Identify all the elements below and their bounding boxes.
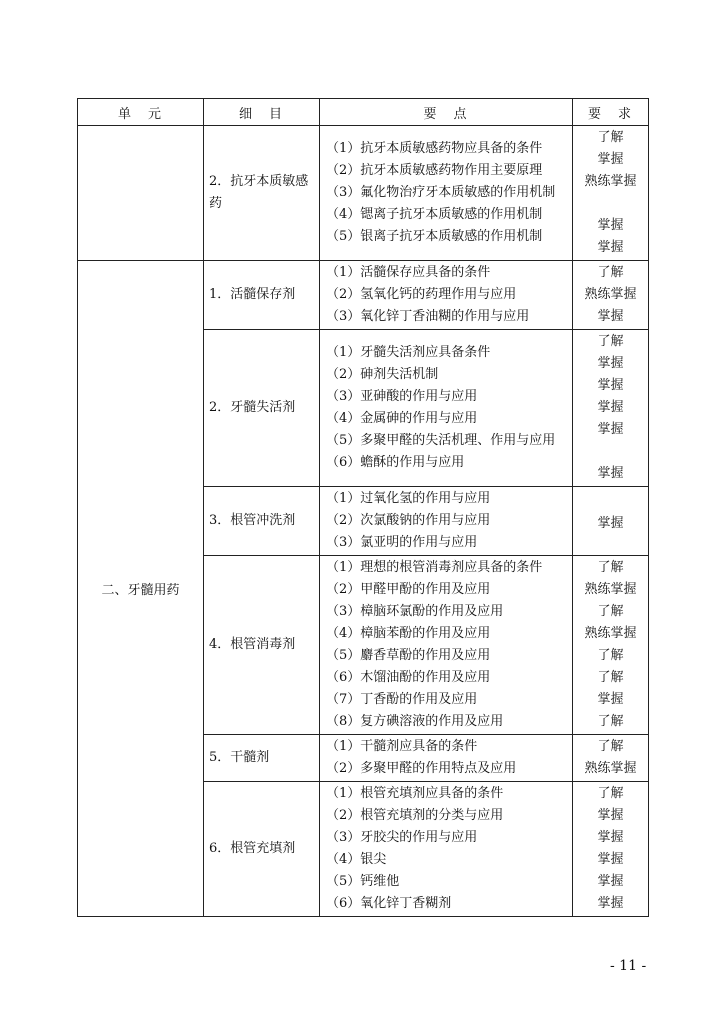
point-item: （5）银离子抗牙本质敏感的作用机制 (326, 229, 543, 244)
point-item: （2）根管充填剂的分类与应用 (326, 808, 504, 823)
requirement-item: 掌握 (597, 356, 624, 371)
requirement-item: 掌握 (597, 852, 624, 867)
detail-title: 1．活髓保存剂 (209, 287, 296, 302)
table-header-row (78, 99, 649, 126)
requirement-item: 了解 (597, 786, 624, 801)
point-item: （1）理想的根管消毒剂应具备的条件 (326, 560, 543, 575)
point-item: （7）丁香酚的作用及应用 (326, 692, 478, 707)
requirement-item: 熟练掌握 (584, 582, 637, 597)
point-item: （3）氟化物治疗牙本质敏感的作用机制 (326, 185, 556, 200)
syllabus-table (77, 98, 649, 917)
point-item: （2）氢氧化钙的药理作用与应用 (326, 287, 517, 302)
detail-title: 2．牙髓失活剂 (209, 400, 296, 415)
point-item: （1）干髓剂应具备的条件 (326, 739, 478, 754)
points-cell (320, 735, 573, 782)
requirement-item: 掌握 (597, 218, 624, 233)
point-item: （6）氧化锌丁香糊剂 (326, 896, 452, 911)
point-item: （5）钙维他 (326, 874, 400, 889)
point-item: （3）樟脑环氯酚的作用及应用 (326, 604, 504, 619)
requirements-cell: 掌握 (573, 487, 649, 556)
requirement-item: 了解 (597, 130, 624, 145)
requirements-cell (573, 261, 649, 330)
requirement-item: 了解 (597, 670, 624, 685)
requirement-item: 了解 (597, 334, 624, 349)
requirement-item: 掌握 (597, 400, 624, 415)
detail-title: 3．根管冲洗剂 (209, 513, 296, 528)
requirements-cell (573, 782, 649, 917)
requirement-item: 了解 (597, 714, 624, 729)
requirement-item: 熟练掌握 (584, 626, 637, 641)
point-item: （1）牙髓失活剂应具备条件 (326, 345, 491, 360)
detail-cell (204, 782, 320, 917)
point-item: （8）复方碘溶液的作用及应用 (326, 714, 504, 729)
requirement-item: 掌握 (597, 378, 624, 393)
point-item: （3）氯亚明的作用与应用 (326, 535, 478, 550)
point-item: （4）锶离子抗牙本质敏感的作用机制 (326, 207, 543, 222)
point-item: （2）次氯酸钠的作用与应用 (326, 513, 491, 528)
point-item: （1）活髓保存应具备的条件 (326, 265, 491, 280)
detail-cell (204, 126, 320, 261)
requirement-item: 掌握 (597, 874, 624, 889)
point-item: （2）砷剂失活机制 (326, 367, 439, 382)
points-cell (320, 782, 573, 917)
requirement-item: 掌握 (597, 692, 624, 707)
requirement-spacer (573, 193, 648, 215)
requirement-item: 了解 (597, 604, 624, 619)
detail-cell (204, 487, 320, 556)
detail-cell (204, 735, 320, 782)
detail-cell (204, 330, 320, 487)
requirement-item: 了解 (597, 560, 624, 575)
points-cell (320, 126, 573, 261)
header-detail: 细 目 (204, 99, 320, 126)
point-item: （5）多聚甲醛的失活机理、作用与应用 (326, 433, 556, 448)
detail-cell (204, 556, 320, 735)
points-cell (320, 330, 573, 487)
requirement-item: 掌握 (597, 830, 624, 845)
table-row (78, 261, 649, 330)
requirement-item: 熟练掌握 (584, 761, 637, 776)
points-cell (320, 487, 573, 556)
point-item: （6）蟾酥的作用与应用 (326, 455, 465, 470)
point-item: （2）甲醛甲酚的作用及应用 (326, 582, 491, 597)
point-item: （2）多聚甲醛的作用特点及应用 (326, 761, 517, 776)
requirements-cell (573, 556, 649, 735)
unit-cell (78, 126, 204, 261)
page-number: - 11 - (610, 958, 647, 974)
requirement-item: 掌握 (597, 896, 624, 911)
header-requirement: 要 求 (573, 99, 649, 126)
point-item: （1）根管充填剂应具备的条件 (326, 786, 504, 801)
requirements-cell (573, 330, 649, 487)
points-cell (320, 261, 573, 330)
detail-cell (204, 261, 320, 330)
point-item: （3）氧化锌丁香油糊的作用与应用 (326, 309, 530, 324)
header-unit: 单 元 (78, 99, 204, 126)
point-item: （5）麝香草酚的作用及应用 (326, 648, 491, 663)
table-row (78, 126, 649, 261)
points-cell (320, 556, 573, 735)
requirement-item: 了解 (597, 648, 624, 663)
point-item: （1）抗牙本质敏感药物应具备的条件 (326, 141, 543, 156)
point-item: （1）过氧化氢的作用与应用 (326, 491, 491, 506)
point-item: （4）金属砷的作用与应用 (326, 411, 478, 426)
point-item: （6）木馏油酚的作用及应用 (326, 670, 491, 685)
detail-title: 5．干髓剂 (209, 750, 270, 765)
requirement-item: 掌握 (597, 808, 624, 823)
requirement-item: 掌握 (597, 152, 624, 167)
requirements-cell (573, 735, 649, 782)
detail-title: 4．根管消毒剂 (209, 637, 296, 652)
detail-title: 6．根管充填剂 (209, 841, 296, 856)
requirement-item: 掌握 (597, 309, 624, 324)
requirement-item: 了解 (597, 265, 624, 280)
point-item: （4）樟脑苯酚的作用及应用 (326, 626, 491, 641)
requirement-spacer (573, 441, 648, 463)
requirement-item: 了解 (597, 739, 624, 754)
detail-title: 2．抗牙本质敏感药 (209, 174, 309, 211)
requirement-item: 熟练掌握 (584, 287, 637, 302)
requirement-item: 掌握 (597, 466, 624, 481)
requirement-item: 熟练掌握 (584, 174, 637, 189)
point-item: （2）抗牙本质敏感药物作用主要原理 (326, 163, 543, 178)
unit-cell: 二、牙髓用药 (78, 261, 204, 917)
requirement-item: 掌握 (597, 240, 624, 255)
requirements-cell (573, 126, 649, 261)
point-item: （3）牙胶尖的作用与应用 (326, 830, 478, 845)
point-item: （4）银尖 (326, 852, 387, 867)
requirement-item: 掌握 (597, 422, 624, 437)
header-points: 要 点 (320, 99, 573, 126)
point-item: （3）亚砷酸的作用与应用 (326, 389, 478, 404)
